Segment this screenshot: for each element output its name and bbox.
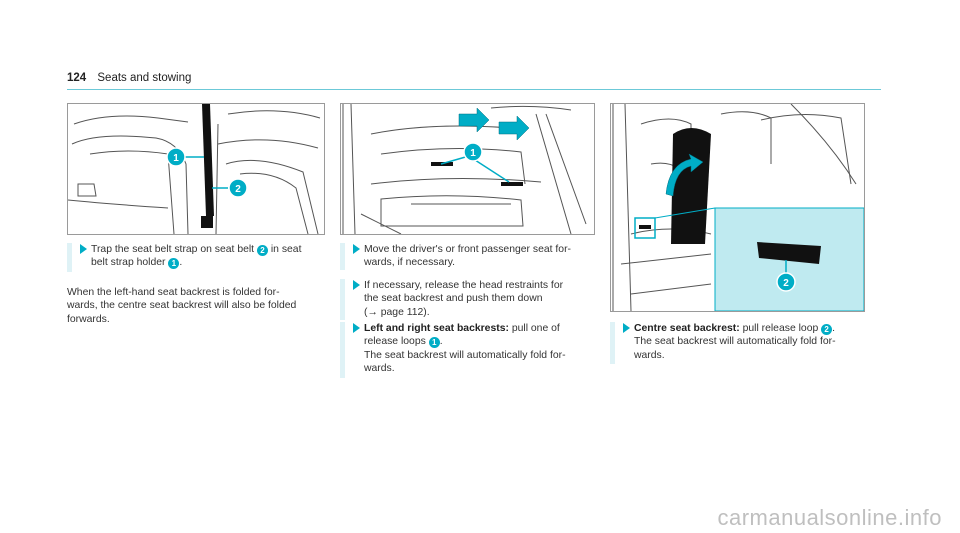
step-move-seat	[340, 243, 600, 270]
step-trap-belt	[67, 243, 327, 272]
step-line: The seat backrest will automatically fold for-	[364, 349, 566, 361]
step-text: belt strap holder	[91, 257, 166, 269]
page-reference-link[interactable]: (→ page 112).	[364, 306, 430, 318]
step-line: If necessary, release the head restraints for	[364, 280, 564, 291]
step-left-right-backrests	[340, 322, 600, 378]
step-text: .	[439, 336, 443, 348]
step-release-head-restraints	[340, 279, 600, 320]
watermark: carmanualsonline.info	[717, 505, 942, 530]
figure-centre-backrest	[610, 103, 865, 312]
step-arrow-icon	[623, 323, 630, 333]
step-line: wards.	[364, 363, 395, 375]
callout-1-inline: 1	[168, 258, 179, 269]
callout-2: 2	[235, 184, 241, 195]
callout-1: 1	[470, 148, 476, 159]
callout-1-inline: 1	[429, 337, 440, 348]
step-line: Move the driver's or front passenger seat for-	[364, 244, 572, 255]
step-text: Trap the seat belt strap on seat belt	[91, 244, 255, 255]
step-arrow-icon	[353, 244, 360, 254]
step-bar	[340, 243, 345, 270]
para-line: wards, the centre seat backrest will also be folded	[67, 300, 297, 312]
step-line: The seat backrest will automatically fold for-	[634, 336, 836, 348]
step-arrow-icon	[80, 244, 87, 254]
step-line: wards.	[634, 349, 665, 361]
step-line: the seat backrest and push them down	[364, 293, 543, 305]
step-text: .	[832, 323, 836, 334]
para-line: forwards.	[67, 313, 110, 325]
header-rule	[67, 89, 881, 90]
section-title: Seats and stowing	[97, 72, 192, 84]
callout-2-inline: 2	[257, 245, 268, 256]
step-bar	[340, 279, 345, 320]
step-bar	[340, 322, 345, 378]
callout-2-inline: 2	[821, 324, 832, 335]
step-line: wards, if necessary.	[364, 257, 456, 269]
step-text: pull one of	[511, 323, 560, 334]
step-arrow-icon	[353, 280, 360, 290]
step-bar	[67, 243, 72, 272]
page-header	[67, 72, 191, 84]
para-line: When the left-hand seat backrest is folded for-	[67, 287, 280, 298]
step-text: release loops	[364, 336, 426, 348]
step-bar	[610, 322, 615, 364]
step-text: in seat	[270, 244, 302, 255]
figure-release-loops	[340, 103, 595, 235]
step-text: .	[179, 257, 183, 269]
step-text: pull release loop	[742, 323, 819, 334]
step-heading: Left and right seat backrests:	[364, 323, 509, 334]
figure-seat-belt-strap	[67, 103, 325, 235]
page-number: 124	[67, 72, 87, 84]
callout-2: 2	[783, 278, 789, 289]
step-arrow-icon	[353, 323, 360, 333]
callout-1: 1	[173, 153, 179, 164]
note-paragraph	[67, 286, 327, 326]
step-centre-backrest	[610, 322, 880, 364]
step-heading: Centre seat backrest:	[634, 323, 740, 334]
